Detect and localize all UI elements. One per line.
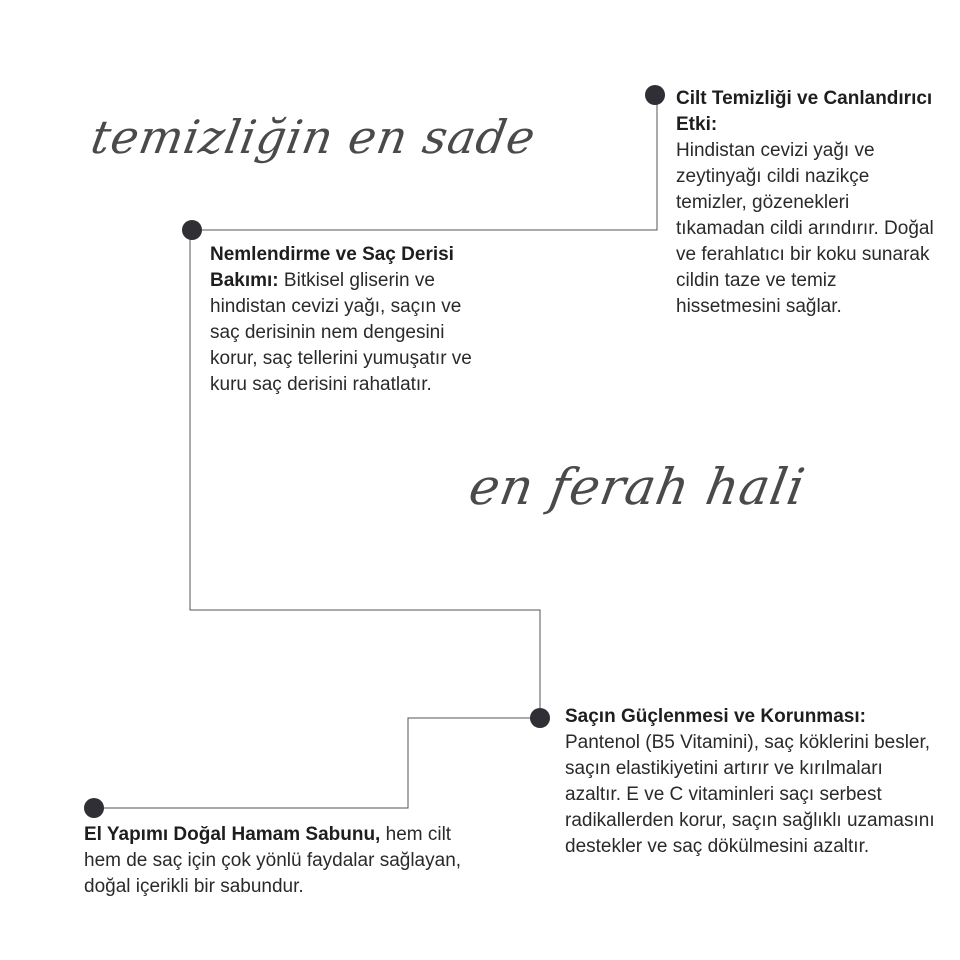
- nemlendirme-body: Bitkisel gliserin ve hindistan cevizi yağı, saçın ve saç derisinin nem dengesini korur, saç tellerini yumuşatır ve kuru saç derisini rahatlatır.: [210, 270, 472, 395]
- cilt-title: Cilt Temizliği ve Canlandırıcı Etki:: [676, 88, 933, 135]
- tagline-bottom: en ferah hali: [464, 458, 810, 516]
- nemlendirme-title: Nemlendirme ve Saç Derisi Bakımı:: [210, 244, 454, 291]
- sabun-body: hem cilt hem de saç için çok yönlü faydalar sağlayan, doğal içerikli bir sabundur.: [84, 824, 462, 897]
- node-dot-sac: [530, 708, 550, 728]
- sac-body: Pantenol (B5 Vitamini), saç köklerini besler, saçın elastikiyetini artırır ve kırılmaları azaltır. E ve C vitaminleri saçı serbest radikallerden korur, saçın sağlıklı uzamasını destekler ve saç dökülmesini azaltır.: [565, 732, 935, 857]
- node-dot-nemlendirme: [182, 220, 202, 240]
- connector-line: [94, 718, 540, 808]
- text-block-cilt: [676, 86, 936, 320]
- node-dot-sabun: [84, 798, 104, 818]
- text-block-sac: [565, 704, 940, 860]
- tagline-top: temizliğin en sade: [87, 110, 541, 164]
- sabun-title: El Yapımı Doğal Hamam Sabunu,: [84, 824, 381, 845]
- text-block-sabun: [84, 822, 464, 900]
- node-dot-cilt: [645, 85, 665, 105]
- text-block-nemlendirme: [210, 242, 495, 398]
- sac-title: Saçın Güçlenmesi ve Korunması:: [565, 706, 866, 727]
- cilt-body: Hindistan cevizi yağı ve zeytinyağı cildi nazikçe temizler, gözenekleri tıkamadan cildi arındırır. Doğal ve ferahlatıcı bir koku sunarak cildin taze ve temiz hissetmesini sağlar.: [676, 140, 934, 317]
